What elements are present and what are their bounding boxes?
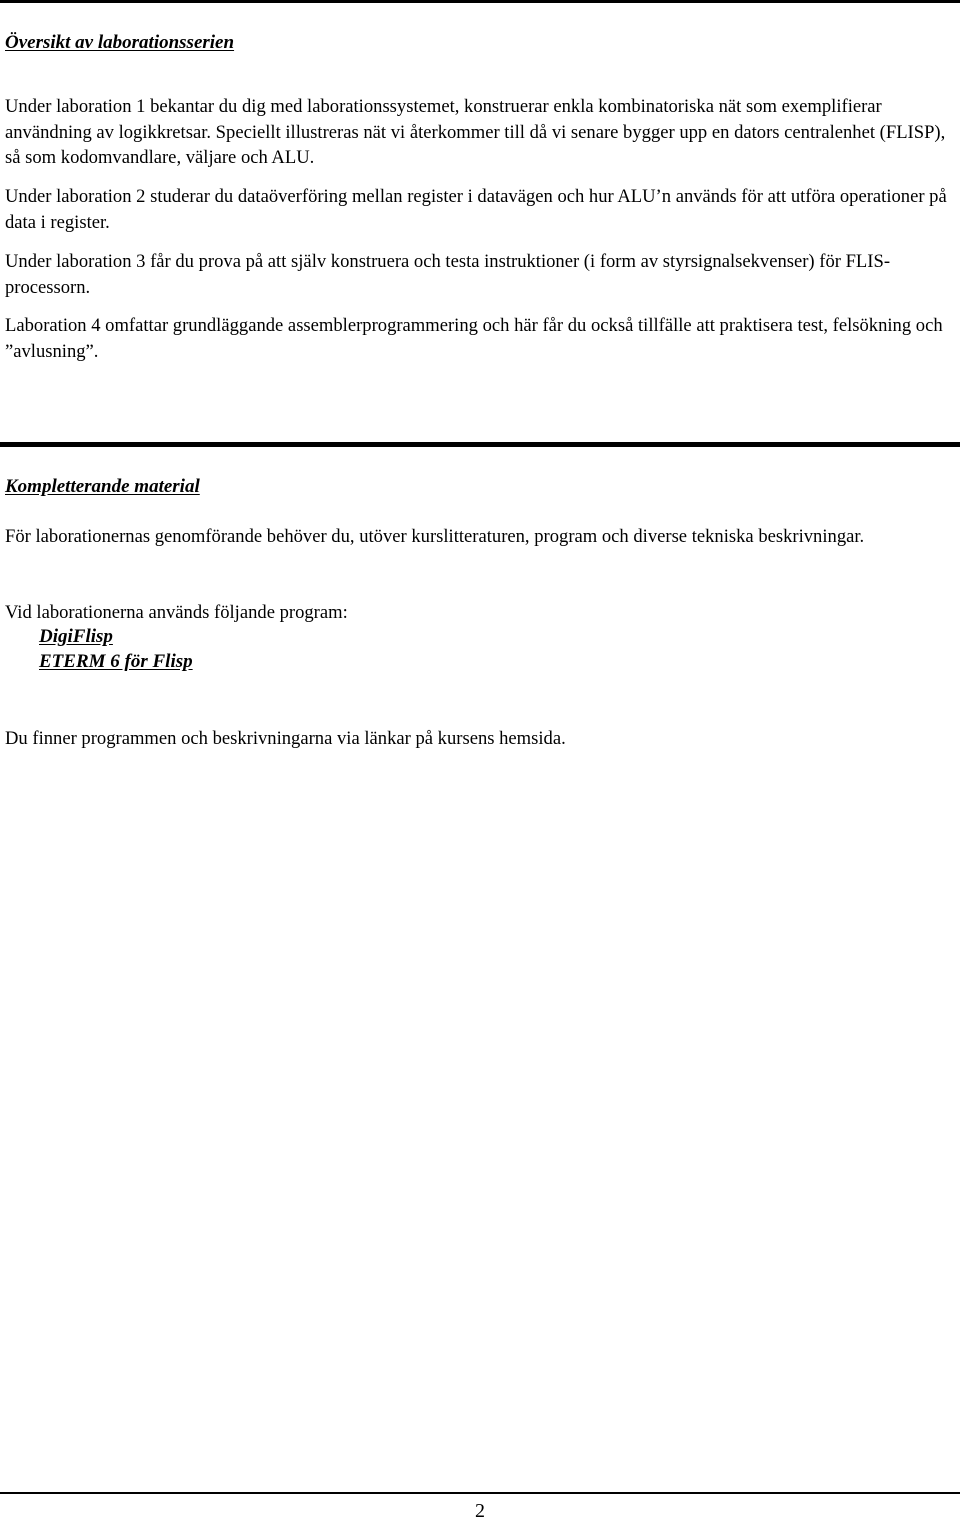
paragraph-programs-intro: Vid laborationerna används följande program: [5, 602, 348, 623]
page-number: 2 [475, 1500, 485, 1522]
paragraph-lab1: Under laboration 1 bekantar du dig med laborationssystemet, konstruerar enkla kombinatoriska nät som exemplifierar användning av logikkretsar. Speciellt illustreras nät vi återkommer till då vi senare bygger upp en dators centralenhet (FLISP), så som kodomvandlare, väljare och ALU. [5, 96, 946, 168]
paragraph-lab3: Under laboration 3 får du prova på att själv konstruera och testa instruktioner (i form av styrsignalsekvenser) för FLIS-processorn. [5, 251, 891, 298]
paragraph-lab2: Under laboration 2 studerar du dataöverföring mellan register i datavägen och hur ALU’n används för att utföra operationer på data i register. [5, 186, 947, 233]
program-eterm: ETERM 6 för Flisp [39, 651, 193, 672]
paragraph-material-intro: För laborationernas genomförande behöver du, utöver kurslitteraturen, program och diverse tekniska beskrivningar. [5, 526, 865, 547]
section-divider [0, 442, 960, 447]
footer-rule [0, 1492, 960, 1494]
section-heading-material: Kompletterande material [5, 476, 200, 497]
paragraph-closing: Du finner programmen och beskrivningarna via länkar på kursens hemsida. [5, 728, 566, 749]
paragraph-lab4: Laboration 4 omfattar grundläggande assemblerprogrammering och här får du också tillfälle att praktisera test, felsökning och ”avlusning”. [5, 315, 943, 362]
program-digiflisp: DigiFlisp [39, 626, 113, 647]
top-rule [0, 0, 960, 3]
section-heading-overview: Översikt av laborationsserien [5, 32, 235, 53]
